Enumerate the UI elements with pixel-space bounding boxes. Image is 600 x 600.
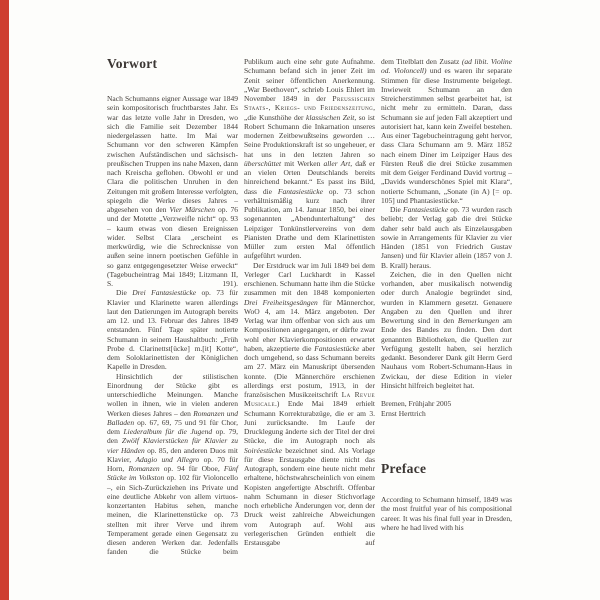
paragraph-de-5: Die Fantasiestücke op. 73 wurden rasch beliebt; der Verlag gab die drei Stücke daher sehr bald auch als Einzelausgaben sowie in Arrangements für Klavier zu vier Händen (1851 von Friedrich Gustav Jansen) und für Klavier allein (1857 von J. B. Krall) heraus.: [381, 205, 512, 270]
vorwort-heading: Vorwort: [107, 56, 158, 71]
paragraph-de-4-continued: dem Titelblatt den Zusatz (ad libit. Violine od. Violoncell) und es waren ihr separate Stimmen für diese Instrumente beigelegt. Inwieweit Schumann an den Streicherstimmen selbst gearbeitet hat, ist nicht mehr zu ermitteln. Daran, dass Schumann sie auf jeden Fall akzeptiert und autorisiert hat, kann kein Zweifel bestehen. Aus einer Tagebucheintragung geht hervor, dass Clara Schumann am 9. März 1852 nach einem Diner im Leipziger Haus des Fürsten Reuß die drei Stücke zusammen mit dem Geiger Ferdinand David vortrug – „Davids wunderschönes Spiel mit Klara“, notierte Schumann, „Sonate (in A) [= op. 105] und Phantasiestücke.“: [381, 57, 513, 205]
signature-name: Ernst Herttrich: [381, 408, 426, 418]
spine-accent-bar: [0, 0, 9, 600]
paragraph-de-4: Der Erstdruck war im Juli 1849 bei dem Verleger Carl Luckhardt in Kassel erschienen. Schumann hatte ihm die Stücke zusammen mit den 1848 komponierten Drei Freiheitsgesängen für Männerchor, WoO 4, am 14. März angeboten. Der Verlag war ihm offenbar von sich aus um Kompositionen angegangen, er dürfte zwar wohl eher Klavierkompositionen erwartet haben, akzeptierte die Fantasiestücke aber doch umgehend, so dass Schumann bereits am 27. März ein Manuskript übersenden konnte. (Die Männerchöre erschienen allerdings erst postum, 1913, in der französischen Musikzeitschrift La Revue Musicale.) Ende Mai 1849 erhielt Schumann Korrekturabzüge, die er am 3. Juni zurücksandte. Im Laufe der Drucklegung änderte sich der Titel der drei Stücke, die im Autograph noch als Soiréestücke bezeichnet sind. Als Vorlage für diese Erstausgabe diente nicht das Autograph, sondern eine heute nicht mehr erhaltene, höchstwahrscheinlich von einem Kopisten angefertigte Abschrift. Offenbar nahm Schumann in dieser Stichvorlage noch erhebliche Änderungen vor, denn der Druck weist zahlreiche Abweichungen vom Autograph auf. Wohl aus verlegerischen Gründen enthielt die Erstausgabe auf: [244, 260, 375, 547]
paragraph-de-3-continued: Publikum auch eine sehr gute Aufnahme. Schumann befand sich in jener Zeit im Zenit seiner öffentlichen Anerkennung. „War Beethoven“, schrieb Louis Ehlert im November 1849 in der Preussischen Staats-, Kriegs- und Friedenszeitung, „die Kunsthöhe der klassischen Zeit, so ist Robert Schumann die Inkarnation unseres modernen Zeitbewußtseins geworden … Seine Produktionskraft ist so ungeheuer, er hat uns in den letzten Jahren so überschüttet mit Werken aller Art, daß er an vielen Orten Deutschlands bereits hinreichend bekannt.“ Es passt ins Bild, dass die Fantasiestücke op. 73 schon verhältnismäßig kurz nach ihrer Publikation, am 14. Januar 1850, bei einer sogenannten „Abendunterhaltung“ des Leipziger Tonkünstlervereins von dem Pianisten Drathe und dem Klarinettisten Müller zum ersten Mal öffentlich aufgeführt wurden.: [244, 57, 376, 261]
paragraph-de-2: Die Drei Fantasiestücke op. 73 für Klavier und Klarinette waren allerdings laut den Datierungen im Autograph bereits am 12. und 13. Februar des Jahres 1849 entstanden. Fünf Tage später notierte Schumann in seinem Haushaltbuch: „Früh Probe d. Clarinettst[ücke] m.[it] Kotte“, dem Soloklarinettisten der Königlichen Kapelle in Dresden.: [107, 288, 238, 372]
paragraph-en-1: According to Schumann himself, 1849 was the most fruitful year of his compositional career. It was his final full year in Dresden, where he had lived with his: [381, 495, 512, 532]
text-column-3: [381, 57, 512, 418]
paragraph-de-3: Hinsichtlich der stilistischen Einordnung der Stücke gibt es unterschiedliche Meinungen. Manche wollen in ihnen, wie in vielen anderen Werken dieses Jahres – den Romanzen und Balladen op. 67, 69, 75 und 91 für Chor, dem Liederalbum für die Jugend op. 79, den Zwölf Klavierstücken für Klavier zu vier Händen op. 85, den anderen Duos mit Klavier, Adagio und Allegro op. 70 für Horn, Romanzen op. 94 für Oboe, Fünf Stücke im Volkston op. 102 für Violoncello –, ein Sich-Zurückziehen ins Private und eine deutliche Abkehr von allem virtuos-konzertanten Habitus sehen, manche meinen, die Klarinettenstücke op. 73 stellten mit ihrer Verve und ihrem Temperament gerade einen Gegensatz zu diesen anderen Werken dar. Jedenfalls fanden die Stücke beim: [107, 371, 239, 557]
preface-heading: Preface: [381, 461, 427, 476]
paragraph-de-6: Zeichen, die in den Quellen nicht vorhanden, aber musikalisch notwendig oder durch Analogie begründet sind, wurden in Klammern gesetzt. Genauere Angaben zu den Quellen und ihrer Bewertung sind in den Bemerkungen am Ende des Bandes zu finden. Den dort genannten Bibliotheken, die Quellen zur Verfügung gestellt haben, sei herzlich gedankt. Besonderer Dank gilt Herrn Gerd Nauhaus vom Robert-Schumann-Haus in Zwickau, der diese Edition in vieler Hinsicht hilfreich begleitet hat.: [381, 269, 512, 390]
paragraph-de-1: Nach Schumanns eigner Aussage war 1849 sein kompositorisch fruchtbarstes Jahr. Es war das letzte volle Jahr in Dresden, wo sich die Familie seit Dezember 1844 niedergelassen hatte. Im Mai war Schumann vor den schweren Kämpfen zwischen Aufständischen und sächsisch-preußischen Truppen ins nahe Maxen, dann nach Kreischa geflohen. Obwohl er und Clara die politischen Unruhen in den Zeitungen mit großem Interesse verfolgten, spiegeln die Werke dieses Jahres – abgesehen von den Vier Märschen op. 76 und der Motette „Verzweifle nicht“ op. 93 – kaum etwas von diesen Ereignissen wider. Selbst Clara „erscheint es merkwürdig, wie die Schrecknisse von außen seine innern poetischen Gefühle in so ganz entgegengesetzter Weise erweckt“ (Tagebucheintrag Mai 1849; Litzmann II, S. 191).: [107, 94, 238, 288]
signature-place-date: Bremen, Frühjahr 2005: [381, 399, 452, 408]
signature-block: [381, 399, 512, 418]
text-column-1: [107, 57, 238, 557]
preface-section: [381, 462, 512, 532]
text-column-2: [244, 57, 375, 547]
